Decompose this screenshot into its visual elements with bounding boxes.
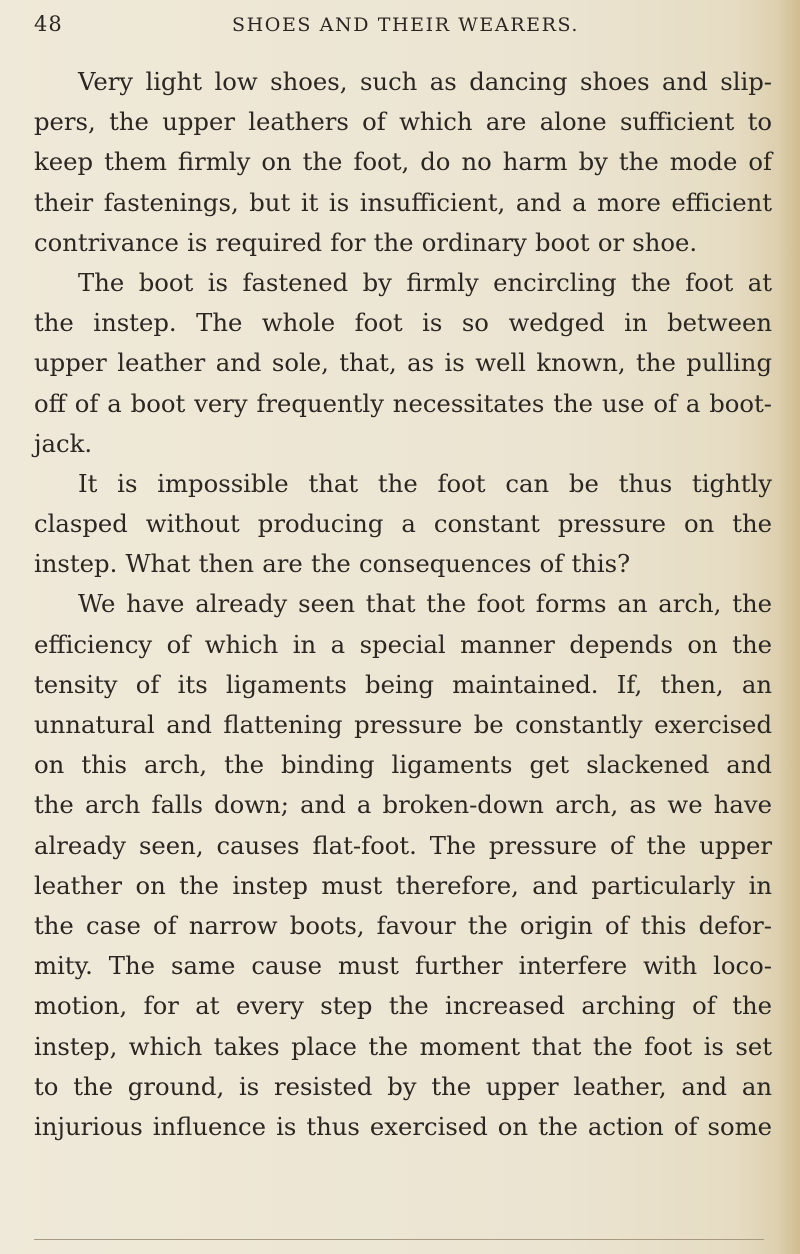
page-number: 48 [34, 12, 63, 36]
bottom-rule [34, 1239, 764, 1240]
text-line: the instep. The whole foot is so wedged in between [34, 308, 772, 338]
body-text [34, 62, 772, 1147]
text-line: clasped without producing a constant pressure on the [34, 509, 772, 539]
text-line: keep them firmly on the foot, do no harm by the mode of [34, 147, 772, 177]
text-line: instep. What then are the consequences of this? [34, 549, 631, 579]
text-line: contrivance is required for the ordinary boot or shoe. [34, 227, 698, 257]
text-line: leather on the instep must therefore, and particularly in [34, 870, 772, 900]
text-line: motion, for at every step the increased arching of the [34, 991, 772, 1021]
text-line: pers, the upper leathers of which are alone sufficient to [34, 107, 772, 137]
text-line: It is impossible that the foot can be thus tightly [78, 468, 772, 498]
page-header [34, 12, 774, 48]
text-line: Very light low shoes, such as dancing shoes and slip- [78, 67, 772, 96]
text-line: We have already seen that the foot forms an arch, the [78, 589, 772, 619]
text-line: tensity of its ligaments being maintained. If, then, an [34, 669, 772, 699]
text-line: to the ground, is resisted by the upper leather, and an [34, 1071, 772, 1101]
page-edge-shadow [778, 0, 800, 1254]
text-line: off of a boot very frequently necessitates the use of a boot- [34, 388, 772, 418]
text-line: The boot is fastened by firmly encircling the foot at [78, 267, 772, 297]
text-line: mity. The same cause must further interfere with loco- [34, 951, 772, 981]
text-line: instep, which takes place the moment that the foot is set [34, 1031, 772, 1061]
text-line: injurious influence is thus exercised on the action of some [34, 1111, 772, 1141]
text-line: their fastenings, but it is insufficient, and a more efficient [34, 187, 772, 217]
text-line: on this arch, the binding ligaments get slackened and [34, 750, 772, 780]
text-line: efficiency of which in a special manner depends on the [34, 629, 772, 659]
text-line: unnatural and flattening pressure be constantly exercised [34, 710, 772, 739]
text-line: the case of narrow boots, favour the origin of this defor- [34, 910, 772, 940]
text-line: upper leather and sole, that, as is well known, the pulling [34, 348, 772, 378]
text-line: jack. [34, 428, 93, 458]
text-line: the arch falls down; and a broken-down arch, as we have [34, 790, 772, 820]
running-title: SHOES AND THEIR WEARERS. [232, 14, 580, 36]
text-line: already seen, causes flat-foot. The pressure of the upper [34, 830, 772, 860]
